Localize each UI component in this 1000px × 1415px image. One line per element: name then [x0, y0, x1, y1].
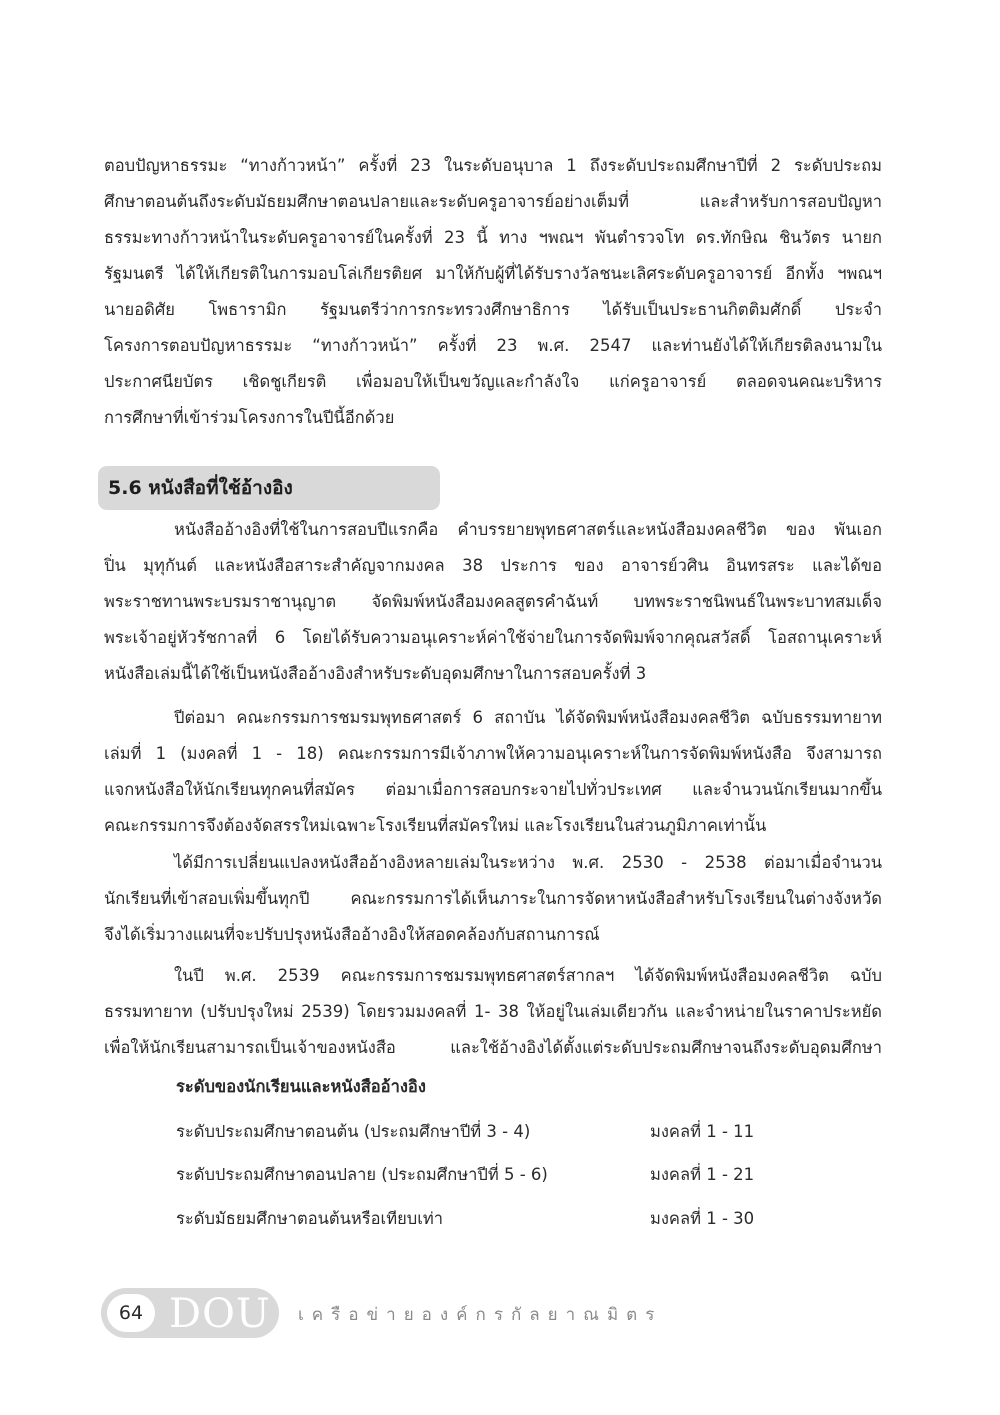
text-line: ได้มีการเปลี่ยนแปลงหนังสืออ้างอิงหลายเล่มในระหว่าง พ.ศ. 2530 - 2538 ต่อมาเมื่อจำนวน	[174, 853, 882, 872]
footer-tagline: เครือข่ายองค์กรกัลยาณมิตร	[298, 1305, 663, 1325]
text-line: ปิ่น มุทุกันต์ และหนังสือสาระสำคัญจากมงคล 38 ประการ ของ อาจารย์วศิน อินทรสระ และได้ขอ	[104, 556, 882, 575]
dou-logo: DOU	[169, 1291, 271, 1337]
text-line: ธรรมทายาท (ปรับปรุงใหม่ 2539) โดยรวมมงคลที่ 1- 38 ให้อยู่ในเล่มเดียวกัน และจำหน่ายในราคาประหยัด	[104, 1002, 882, 1021]
section-heading-bar	[98, 466, 440, 510]
text-line: คณะกรรมการจึงต้องจัดสรรใหม่เฉพาะโรงเรียนที่สมัครใหม่ และโรงเรียนในส่วนภูมิภาคเท่านั้น	[104, 816, 767, 835]
paragraph-following-year	[104, 700, 882, 844]
text-line: ในปี พ.ศ. 2539 คณะกรรมการชมรมพุทธศาสตร์สากลฯ ได้จัดพิมพ์หนังสือมงคลชีวิต ฉบับ	[174, 966, 882, 985]
text-line: เล่มที่ 1 (มงคลที่ 1 - 18) คณะกรรมการมีเจ้าภาพให้ความอนุเคราะห์ในการจัดพิมพ์หนังสือ จึงสามารถ	[104, 744, 882, 763]
paragraph-2539-edition	[104, 958, 882, 1066]
level-label: ระดับประถมศึกษาตอนต้น (ประถมศึกษาปีที่ 3 - 4)	[176, 1122, 531, 1141]
text-line: จึงได้เริ่มวางแผนที่จะปรับปรุงหนังสืออ้างอิงให้สอดคล้องกับสถานการณ์	[104, 925, 600, 944]
text-line: ปีต่อมา คณะกรรมการชมรมพุทธศาสตร์ 6 สถาบัน ได้จัดพิมพ์หนังสือมงคลชีวิต ฉบับธรรมทายาท	[174, 708, 882, 727]
levels-heading: ระดับของนักเรียนและหนังสืออ้างอิง	[176, 1077, 426, 1096]
footer-badge	[101, 1288, 279, 1338]
text-line: โครงการตอบปัญหาธรรมะ “ทางก้าวหน้า” ครั้งที่ 23 พ.ศ. 2547 และท่านยังได้ให้เกียรติลงนามใน	[104, 336, 882, 355]
text-line: หนังสืออ้างอิงที่ใช้ในการสอบปีแรกคือ คำบรรยายพุทธศาสตร์และหนังสือมงคลชีวิต ของ พันเอก	[174, 520, 882, 539]
text-line: หนังสือเล่มนี้ได้ใช้เป็นหนังสืออ้างอิงสำหรับระดับอุดมศึกษาในการสอบครั้งที่ 3	[104, 664, 647, 683]
level-row	[176, 1202, 816, 1236]
level-label: ระดับประถมศึกษาตอนปลาย (ประถมศึกษาปีที่ 5 - 6)	[176, 1165, 548, 1184]
text-line: รัฐมนตรี ได้ให้เกียรติในการมอบโล่เกียรติยศ มาให้กับผู้ที่ได้รับรางวัลชนะเลิศระดับครูอาจารย์ อีกทั้ง ฯพณฯ	[104, 264, 882, 283]
level-row	[176, 1158, 816, 1192]
intro-paragraph	[104, 148, 882, 436]
text-line: การศึกษาที่เข้าร่วมโครงการในปีนี้อีกด้วย	[104, 408, 395, 427]
text-line: พระเจ้าอยู่หัวรัชกาลที่ 6 โดยได้รับความอนุเคราะห์ค่าใช้จ่ายในการจัดพิมพ์จากคุณสวัสดิ์ โอสถานุเคราะห์	[104, 628, 882, 647]
paragraph-reference-first-year	[104, 512, 882, 692]
text-line: ศึกษาตอนต้นถึงระดับมัธยมศึกษาตอนปลายและระดับครูอาจารย์อย่างเต็มที่ และสำหรับการสอบปัญหา	[104, 192, 882, 211]
text-line: พระราชทานพระบรมราชานุญาต จัดพิมพ์หนังสือมงคลสูตรคำฉันท์ บทพระราชนิพนธ์ในพระบาทสมเด็จ	[104, 592, 882, 611]
level-label: ระดับมัธยมศึกษาตอนต้นหรือเทียบเท่า	[176, 1209, 443, 1228]
page-number: 64	[107, 1294, 155, 1332]
text-line: ธรรมะทางก้าวหน้าในระดับครูอาจารย์ในครั้งที่ 23 นี้ ทาง ฯพณฯ พันตำรวจโท ดร.ทักษิณ ชินวัตร นายก	[104, 228, 882, 247]
text-line: แจกหนังสือให้นักเรียนทุกคนที่สมัคร ต่อมาเมื่อการสอบกระจายไปทั่วประเทศ และจำนวนนักเรียนมากขึ้น	[104, 780, 882, 799]
level-range: มงคลที่ 1 - 30	[650, 1209, 755, 1228]
paragraph-book-changes	[104, 845, 882, 953]
text-line: เพื่อให้นักเรียนสามารถเป็นเจ้าของหนังสือ และใช้อ้างอิงได้ตั้งแต่ระดับประถมศึกษาจนถึงระดับอุดมศึกษา	[104, 1038, 882, 1057]
text-line: ตอบปัญหาธรรมะ “ทางก้าวหน้า” ครั้งที่ 23 ในระดับอนุบาล 1 ถึงระดับประถมศึกษาปีที่ 2 ระดับประถม	[104, 156, 882, 175]
level-range: มงคลที่ 1 - 21	[650, 1165, 755, 1184]
text-line: นักเรียนที่เข้าสอบเพิ่มขึ้นทุกปี คณะกรรมการได้เห็นภาระในการจัดหาหนังสือสำหรับโรงเรียนในต่างจังหวัด	[104, 889, 882, 908]
section-title: 5.6 หนังสือที่ใช้อ้างอิง	[108, 477, 293, 499]
level-range: มงคลที่ 1 - 11	[650, 1122, 755, 1141]
text-line: ประกาศนียบัตร เชิดชูเกียรติ เพื่อมอบให้เป็นขวัญและกำลังใจ แก่ครูอาจารย์ ตลอดจนคณะบริหาร	[104, 372, 882, 391]
level-row	[176, 1115, 816, 1149]
text-line: นายอดิศัย โพธารามิก รัฐมนตรีว่าการกระทรวงศึกษาธิการ ได้รับเป็นประธานกิตติมศักดิ์ ประจำ	[104, 300, 882, 319]
